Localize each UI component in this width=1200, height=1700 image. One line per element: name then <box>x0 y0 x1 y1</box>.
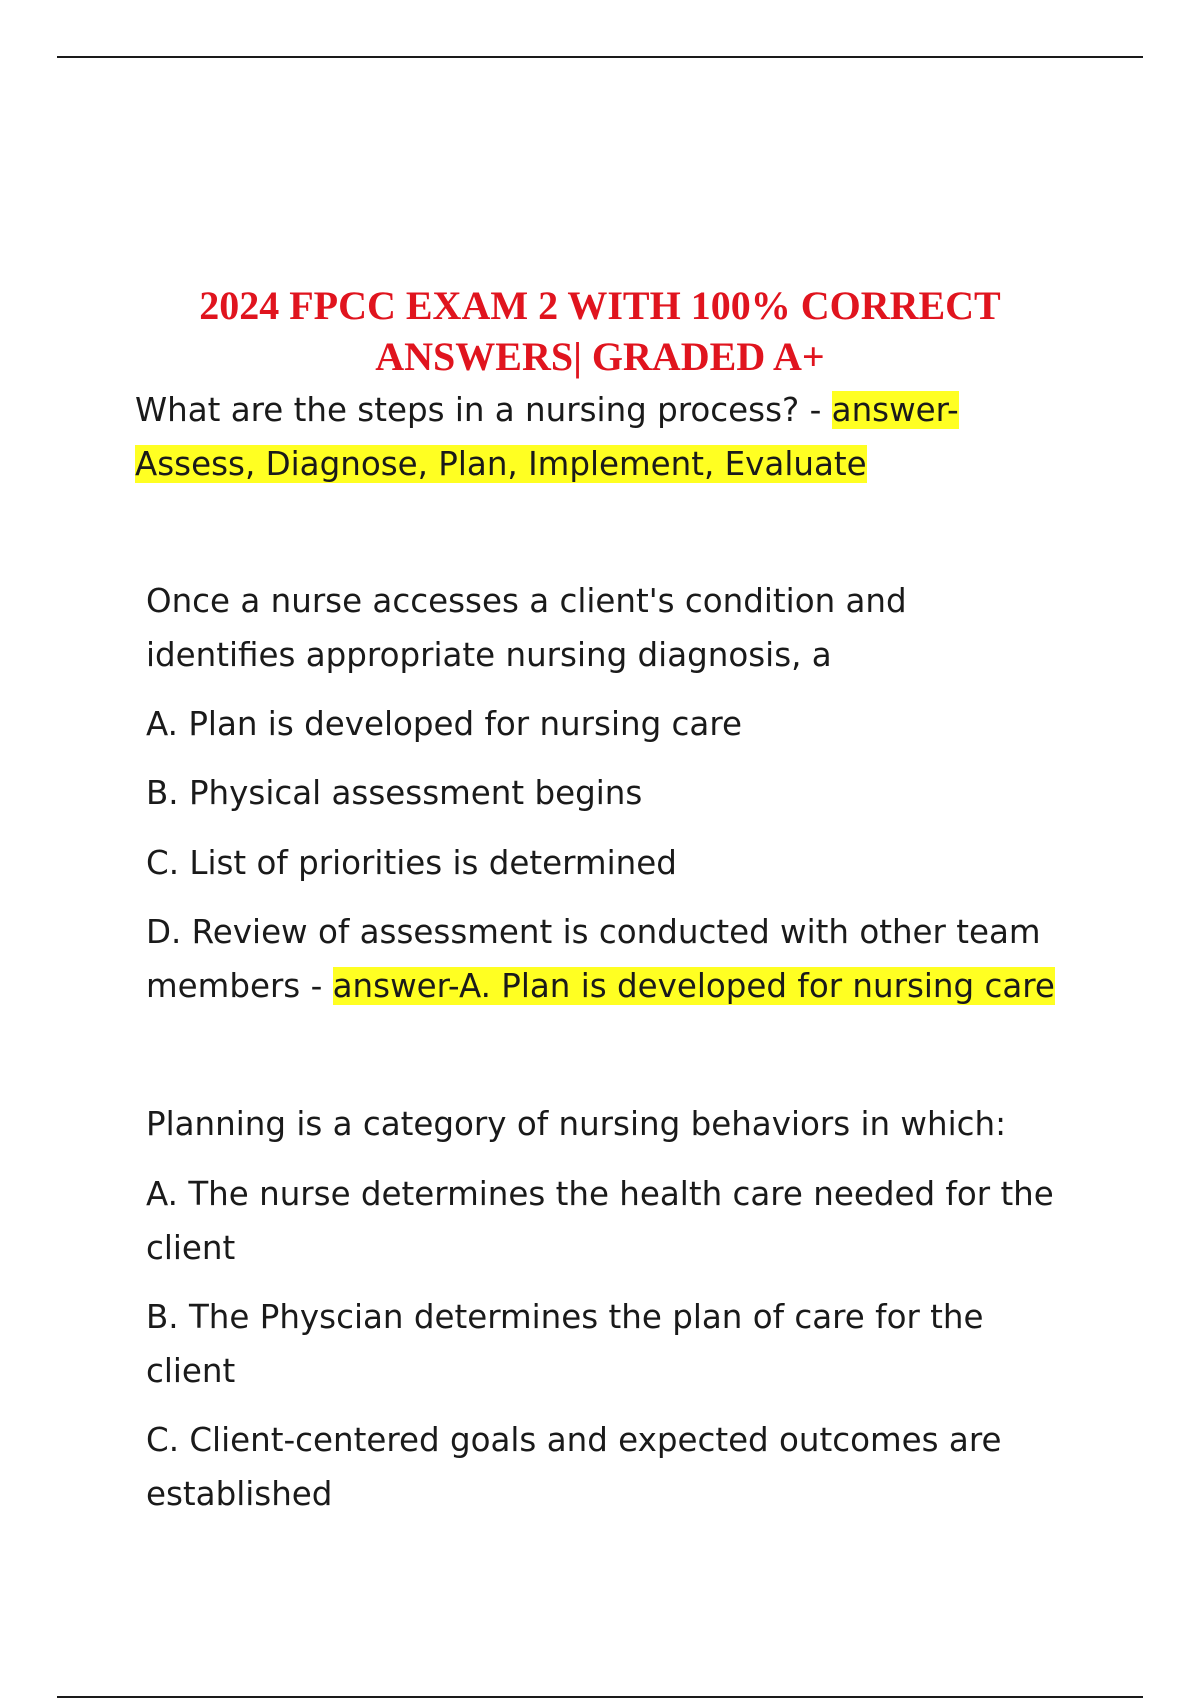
title-line-1: 2024 FPCC EXAM 2 WITH 100% CORRECT <box>199 283 1001 328</box>
q2-answer: answer-A. Plan is developed for nursing care <box>332 967 1055 1005</box>
document-title <box>100 280 1100 382</box>
q3-option-a-line-1: A. The nurse determines the health care needed for the <box>146 1175 1054 1213</box>
q2-option-d-tail: members - <box>146 967 333 1005</box>
q2-option-c: C. List of priorities is determined <box>146 844 677 882</box>
q2-option-d-line-2 <box>146 959 1055 1013</box>
q3-option-c-line-2: established <box>146 1475 333 1513</box>
q1-answer-line-2: Assess, Diagnose, Plan, Implement, Evaluate <box>135 445 867 483</box>
q3-question: Planning is a category of nursing behaviors in which: <box>146 1105 1007 1143</box>
q2-option-d-line-1: D. Review of assessment is conducted with other team <box>146 913 1041 951</box>
q1-question: What are the steps in a nursing process? - <box>135 391 832 429</box>
q3-option-b-line-2: client <box>146 1352 236 1390</box>
q2-option-a: A. Plan is developed for nursing care <box>146 705 742 743</box>
q3-option-b-line-1: B. The Physcian determines the plan of care for the <box>146 1298 984 1336</box>
q2-option-b: B. Physical assessment begins <box>146 774 643 812</box>
q1-question-line <box>135 383 959 437</box>
q2-question-line-1: Once a nurse accesses a client's condition and <box>146 582 907 620</box>
bottom-rule <box>57 1696 1143 1698</box>
q2-question-line-2: identifies appropriate nursing diagnosis, a <box>146 636 832 674</box>
top-rule <box>57 56 1143 58</box>
q1-answer-line <box>135 437 867 491</box>
q1-answer-line-1: answer- <box>831 391 959 429</box>
title-line-2: ANSWERS| GRADED A+ <box>375 334 825 379</box>
q3-option-c-line-1: C. Client-centered goals and expected outcomes are <box>146 1421 1002 1459</box>
q3-option-a-line-2: client <box>146 1229 236 1267</box>
